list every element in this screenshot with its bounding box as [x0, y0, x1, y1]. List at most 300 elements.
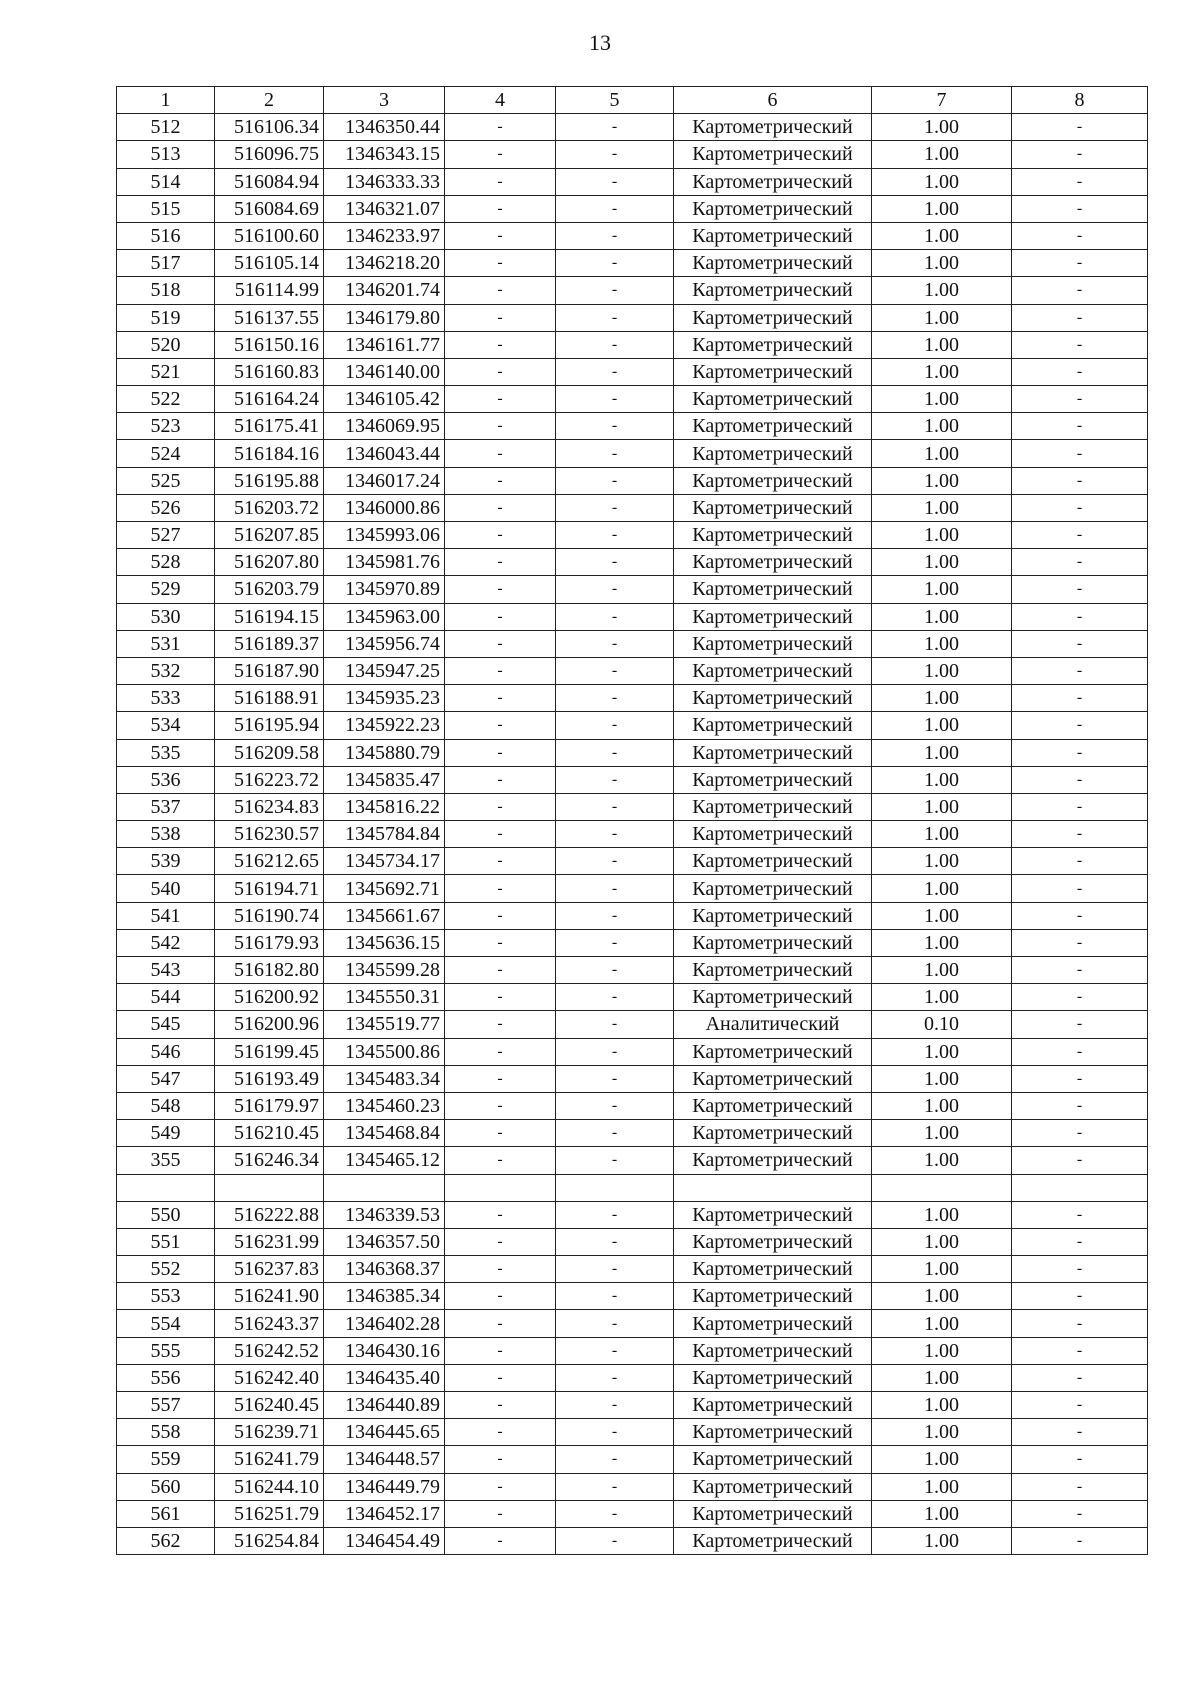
table-cell: - — [1012, 250, 1148, 277]
table-cell: 1.00 — [872, 141, 1012, 168]
table-cell: 512 — [117, 114, 215, 141]
table-cell: - — [556, 331, 674, 358]
table-cell: 1345956.74 — [324, 630, 445, 657]
table-cell: 544 — [117, 984, 215, 1011]
table-cell: 516114.99 — [215, 277, 324, 304]
table-cell: - — [556, 1527, 674, 1554]
table-cell: Картометрический — [674, 902, 872, 929]
table-cell: - — [445, 1201, 556, 1228]
table-cell: - — [445, 549, 556, 576]
table-cell: Картометрический — [674, 739, 872, 766]
table-cell: 516207.85 — [215, 522, 324, 549]
table-cell: - — [445, 304, 556, 331]
table-cell: - — [556, 1392, 674, 1419]
table-cell: 516 — [117, 222, 215, 249]
table-cell: Картометрический — [674, 1120, 872, 1147]
table-cell: Картометрический — [674, 222, 872, 249]
table-cell: 520 — [117, 331, 215, 358]
column-header: 3 — [324, 87, 445, 114]
table-cell: 522 — [117, 386, 215, 413]
table-cell: - — [445, 522, 556, 549]
table-cell: - — [1012, 1364, 1148, 1391]
table-cell: Картометрический — [674, 1065, 872, 1092]
table-cell: - — [1012, 1256, 1148, 1283]
table-row — [117, 195, 1148, 222]
table-cell: Картометрический — [674, 358, 872, 385]
column-header: 2 — [215, 87, 324, 114]
table-row — [117, 603, 1148, 630]
table-cell: 1346402.28 — [324, 1310, 445, 1337]
table-cell: 559 — [117, 1446, 215, 1473]
table-cell: Картометрический — [674, 304, 872, 331]
table-cell: - — [445, 1500, 556, 1527]
table-cell: 1.00 — [872, 712, 1012, 739]
table-row — [117, 222, 1148, 249]
table-cell: 516184.16 — [215, 440, 324, 467]
table-cell: 1346350.44 — [324, 114, 445, 141]
table-cell: 1346105.42 — [324, 386, 445, 413]
table-cell: 1345993.06 — [324, 522, 445, 549]
table-cell — [872, 1174, 1012, 1201]
table-row — [117, 1473, 1148, 1500]
table-row — [117, 793, 1148, 820]
table-cell: 545 — [117, 1011, 215, 1038]
table-cell: - — [445, 603, 556, 630]
table-cell: 516137.55 — [215, 304, 324, 331]
table-cell: - — [556, 984, 674, 1011]
table-cell: - — [1012, 549, 1148, 576]
table-row — [117, 902, 1148, 929]
table-cell: 1.00 — [872, 250, 1012, 277]
table-cell: 516239.71 — [215, 1419, 324, 1446]
table-cell: - — [556, 549, 674, 576]
table-cell: 0.10 — [872, 1011, 1012, 1038]
table-cell: Картометрический — [674, 685, 872, 712]
table-cell: Картометрический — [674, 1473, 872, 1500]
table-cell: 1346385.34 — [324, 1283, 445, 1310]
table-cell — [215, 1174, 324, 1201]
table-cell: 1.00 — [872, 1092, 1012, 1119]
table-cell: Картометрический — [674, 957, 872, 984]
table-cell: 524 — [117, 440, 215, 467]
table-cell: 535 — [117, 739, 215, 766]
table-cell: 1346454.49 — [324, 1527, 445, 1554]
table-cell: 516209.58 — [215, 739, 324, 766]
table-cell: - — [445, 875, 556, 902]
table-cell: - — [445, 1310, 556, 1337]
table-cell: - — [445, 1337, 556, 1364]
table-cell: - — [556, 141, 674, 168]
column-header: 5 — [556, 87, 674, 114]
table-cell: - — [1012, 277, 1148, 304]
table-cell: - — [556, 168, 674, 195]
table-cell: Картометрический — [674, 386, 872, 413]
table-cell: 516105.14 — [215, 250, 324, 277]
table-cell: Картометрический — [674, 440, 872, 467]
table-cell: 536 — [117, 766, 215, 793]
table-cell: 555 — [117, 1337, 215, 1364]
table-cell: - — [556, 793, 674, 820]
table-cell: 1.00 — [872, 304, 1012, 331]
table-cell: - — [1012, 1419, 1148, 1446]
table-cell: 516210.45 — [215, 1120, 324, 1147]
table-cell: - — [445, 141, 556, 168]
table-cell: 537 — [117, 793, 215, 820]
table-cell: 513 — [117, 141, 215, 168]
table-cell: - — [556, 1446, 674, 1473]
table-row — [117, 358, 1148, 385]
table-cell: - — [556, 657, 674, 684]
table-cell: Картометрический — [674, 630, 872, 657]
table-cell: 1345465.12 — [324, 1147, 445, 1174]
table-cell: Картометрический — [674, 1419, 872, 1446]
table-cell: 528 — [117, 549, 215, 576]
table-cell: 1346161.77 — [324, 331, 445, 358]
table-cell: 1345599.28 — [324, 957, 445, 984]
table-cell: 1.00 — [872, 685, 1012, 712]
table-cell: 516190.74 — [215, 902, 324, 929]
table-cell: - — [1012, 766, 1148, 793]
table-cell: 1.00 — [872, 929, 1012, 956]
table-cell: Картометрический — [674, 494, 872, 521]
table-cell: Картометрический — [674, 576, 872, 603]
table-cell: 1.00 — [872, 875, 1012, 902]
table-cell: 554 — [117, 1310, 215, 1337]
table-cell: - — [556, 1337, 674, 1364]
table-cell: 516189.37 — [215, 630, 324, 657]
table-cell: - — [556, 1473, 674, 1500]
coordinates-table — [116, 86, 1148, 1555]
table-cell: 1.00 — [872, 114, 1012, 141]
table-cell: 516150.16 — [215, 331, 324, 358]
column-header: 4 — [445, 87, 556, 114]
table-cell: 1346017.24 — [324, 467, 445, 494]
table-row — [117, 739, 1148, 766]
table-cell: 1.00 — [872, 1147, 1012, 1174]
table-cell: 516242.40 — [215, 1364, 324, 1391]
table-cell: 1.00 — [872, 902, 1012, 929]
table-cell: 550 — [117, 1201, 215, 1228]
table-row — [117, 1174, 1148, 1201]
table-cell: - — [445, 1011, 556, 1038]
table-cell: - — [445, 1038, 556, 1065]
table-cell: Картометрический — [674, 1364, 872, 1391]
table-cell: 521 — [117, 358, 215, 385]
table-row — [117, 1392, 1148, 1419]
table-cell: 1.00 — [872, 1473, 1012, 1500]
table-cell: - — [1012, 413, 1148, 440]
table-cell: 516241.90 — [215, 1283, 324, 1310]
table-cell: 1.00 — [872, 440, 1012, 467]
table-cell: - — [1012, 984, 1148, 1011]
table-row — [117, 821, 1148, 848]
table-cell: 1.00 — [872, 766, 1012, 793]
table-cell: 1346043.44 — [324, 440, 445, 467]
table-cell: - — [1012, 1446, 1148, 1473]
table-cell: Картометрический — [674, 1283, 872, 1310]
table-row — [117, 304, 1148, 331]
table-cell: 1345636.15 — [324, 929, 445, 956]
table-row — [117, 685, 1148, 712]
table-cell: Картометрический — [674, 766, 872, 793]
table-cell: - — [1012, 630, 1148, 657]
table-row — [117, 957, 1148, 984]
table-cell: - — [445, 576, 556, 603]
table-cell: 1.00 — [872, 1228, 1012, 1255]
table-cell: 1346333.33 — [324, 168, 445, 195]
table-cell: 516244.10 — [215, 1473, 324, 1500]
table-cell: 551 — [117, 1228, 215, 1255]
table-cell: - — [556, 576, 674, 603]
table-cell: - — [556, 1228, 674, 1255]
table-cell: - — [556, 1201, 674, 1228]
table-cell: 1.00 — [872, 576, 1012, 603]
table-cell: - — [445, 984, 556, 1011]
table-row — [117, 1038, 1148, 1065]
table-cell: - — [1012, 576, 1148, 603]
table-cell: 1.00 — [872, 1337, 1012, 1364]
table-cell: Картометрический — [674, 657, 872, 684]
table-cell: 1.00 — [872, 1500, 1012, 1527]
table-cell: - — [445, 114, 556, 141]
table-cell: 518 — [117, 277, 215, 304]
table-cell: 540 — [117, 875, 215, 902]
table-cell: 1.00 — [872, 277, 1012, 304]
table-cell: 533 — [117, 685, 215, 712]
table-row — [117, 1147, 1148, 1174]
table-row — [117, 1446, 1148, 1473]
table-cell: 562 — [117, 1527, 215, 1554]
table-cell: 516199.45 — [215, 1038, 324, 1065]
table-cell: 553 — [117, 1283, 215, 1310]
table-cell — [117, 1174, 215, 1201]
table-cell: 549 — [117, 1120, 215, 1147]
table-cell: - — [1012, 902, 1148, 929]
table-cell: - — [556, 1011, 674, 1038]
table-cell: 1.00 — [872, 467, 1012, 494]
table-cell: - — [445, 1392, 556, 1419]
table-cell: 516100.60 — [215, 222, 324, 249]
table-cell: Картометрический — [674, 929, 872, 956]
table-cell: 1345880.79 — [324, 739, 445, 766]
table-cell: - — [556, 195, 674, 222]
table-row — [117, 1337, 1148, 1364]
table-body — [117, 114, 1148, 1555]
table-cell: Картометрический — [674, 250, 872, 277]
table-cell: - — [556, 957, 674, 984]
page-number: 13 — [589, 30, 611, 55]
table-cell: Картометрический — [674, 195, 872, 222]
table-cell: 516200.96 — [215, 1011, 324, 1038]
table-cell: 516164.24 — [215, 386, 324, 413]
table-cell: 1345784.84 — [324, 821, 445, 848]
table-row — [117, 114, 1148, 141]
table-cell: 1346343.15 — [324, 141, 445, 168]
table-cell: 541 — [117, 902, 215, 929]
table-cell: Картометрический — [674, 1228, 872, 1255]
table-cell: - — [1012, 1038, 1148, 1065]
table-cell: 1346233.97 — [324, 222, 445, 249]
table-cell: - — [556, 1364, 674, 1391]
table-cell: - — [556, 386, 674, 413]
table-cell: 516084.94 — [215, 168, 324, 195]
table-cell: - — [556, 1419, 674, 1446]
table-cell: - — [1012, 603, 1148, 630]
table-cell: 516195.94 — [215, 712, 324, 739]
table-cell: 1.00 — [872, 1120, 1012, 1147]
table-cell: 1.00 — [872, 168, 1012, 195]
table-cell: - — [1012, 440, 1148, 467]
table-cell: 1346452.17 — [324, 1500, 445, 1527]
table-cell: - — [445, 467, 556, 494]
table-cell: 516194.71 — [215, 875, 324, 902]
table-cell: 1345981.76 — [324, 549, 445, 576]
table-row — [117, 984, 1148, 1011]
table-row — [117, 331, 1148, 358]
table-cell: 552 — [117, 1256, 215, 1283]
table-cell: Картометрический — [674, 277, 872, 304]
table-cell: Картометрический — [674, 1092, 872, 1119]
table-cell: - — [445, 712, 556, 739]
table-cell: 516188.91 — [215, 685, 324, 712]
table-cell: 1345947.25 — [324, 657, 445, 684]
table-cell: - — [1012, 195, 1148, 222]
table-cell: 1345483.34 — [324, 1065, 445, 1092]
table-cell: 526 — [117, 494, 215, 521]
table-cell: - — [1012, 875, 1148, 902]
table-cell: - — [556, 739, 674, 766]
table-cell: 516203.79 — [215, 576, 324, 603]
table-cell: 539 — [117, 848, 215, 875]
table-row — [117, 1310, 1148, 1337]
table-cell: - — [445, 1364, 556, 1391]
table-cell: - — [556, 1092, 674, 1119]
table-cell: Картометрический — [674, 1527, 872, 1554]
table-cell: - — [556, 1065, 674, 1092]
table-cell: 1345734.17 — [324, 848, 445, 875]
table-cell: - — [1012, 1065, 1148, 1092]
table-cell: 1.00 — [872, 549, 1012, 576]
table-cell: 516246.34 — [215, 1147, 324, 1174]
table-cell: - — [445, 902, 556, 929]
table-cell: - — [445, 386, 556, 413]
table-cell: 542 — [117, 929, 215, 956]
table-cell: 1346430.16 — [324, 1337, 445, 1364]
table-cell: - — [445, 1283, 556, 1310]
table-cell: 1.00 — [872, 957, 1012, 984]
table-cell: - — [556, 1147, 674, 1174]
table-cell: - — [445, 331, 556, 358]
table-cell: 1.00 — [872, 793, 1012, 820]
table-cell: - — [556, 848, 674, 875]
table-cell: - — [445, 848, 556, 875]
table-cell: 1.00 — [872, 1419, 1012, 1446]
table-cell: - — [1012, 657, 1148, 684]
table-cell: - — [556, 685, 674, 712]
table-cell: 1346448.57 — [324, 1446, 445, 1473]
table-cell: Картометрический — [674, 1500, 872, 1527]
table-row — [117, 386, 1148, 413]
table-cell: 1346449.79 — [324, 1473, 445, 1500]
table-cell: - — [556, 114, 674, 141]
table-cell: - — [445, 929, 556, 956]
table-cell: 516212.65 — [215, 848, 324, 875]
table-cell: Картометрический — [674, 549, 872, 576]
table-cell: 534 — [117, 712, 215, 739]
table-cell: - — [1012, 467, 1148, 494]
table-cell: - — [1012, 821, 1148, 848]
table-cell: 516241.79 — [215, 1446, 324, 1473]
table-cell: 1345661.67 — [324, 902, 445, 929]
table-cell: - — [556, 821, 674, 848]
table-cell: 1345550.31 — [324, 984, 445, 1011]
table-cell: 1.00 — [872, 1065, 1012, 1092]
table-cell: 516106.34 — [215, 114, 324, 141]
table-cell: 1.00 — [872, 1310, 1012, 1337]
table-cell: 1.00 — [872, 522, 1012, 549]
table-row — [117, 1201, 1148, 1228]
table-cell: - — [556, 440, 674, 467]
table-cell: - — [1012, 1500, 1148, 1527]
table-cell: Картометрический — [674, 603, 872, 630]
table-cell: - — [445, 1228, 556, 1255]
table-cell: 1.00 — [872, 494, 1012, 521]
table-row — [117, 1120, 1148, 1147]
table-cell: Картометрический — [674, 984, 872, 1011]
table-cell: 516175.41 — [215, 413, 324, 440]
table-cell: - — [556, 902, 674, 929]
table-cell: 1345500.86 — [324, 1038, 445, 1065]
table-row — [117, 576, 1148, 603]
table-row — [117, 630, 1148, 657]
table-cell: 516223.72 — [215, 766, 324, 793]
table-cell: 516251.79 — [215, 1500, 324, 1527]
table-cell: 1.00 — [872, 331, 1012, 358]
column-header: 1 — [117, 87, 215, 114]
table-row — [117, 712, 1148, 739]
table-cell: 1.00 — [872, 413, 1012, 440]
table-cell: 531 — [117, 630, 215, 657]
table-cell — [556, 1174, 674, 1201]
table-cell: 548 — [117, 1092, 215, 1119]
table-row — [117, 657, 1148, 684]
table-cell: 529 — [117, 576, 215, 603]
table-cell: 523 — [117, 413, 215, 440]
table-cell: - — [1012, 685, 1148, 712]
table-cell: - — [1012, 929, 1148, 956]
table-cell: - — [445, 440, 556, 467]
table-cell: - — [445, 739, 556, 766]
table-cell: - — [556, 277, 674, 304]
table-cell: - — [556, 875, 674, 902]
table-row — [117, 467, 1148, 494]
table-cell: Картометрический — [674, 522, 872, 549]
table-cell: 516222.88 — [215, 1201, 324, 1228]
table-cell: 516234.83 — [215, 793, 324, 820]
table-cell: - — [1012, 141, 1148, 168]
table-cell: 1346368.37 — [324, 1256, 445, 1283]
table-cell — [674, 1174, 872, 1201]
table-cell: - — [1012, 848, 1148, 875]
table-cell: 1346201.74 — [324, 277, 445, 304]
table-cell: - — [445, 1473, 556, 1500]
column-header: 8 — [1012, 87, 1148, 114]
table-cell: - — [556, 929, 674, 956]
table-cell: - — [1012, 1092, 1148, 1119]
table-cell: 516200.92 — [215, 984, 324, 1011]
table-cell: 516160.83 — [215, 358, 324, 385]
table-cell: - — [1012, 331, 1148, 358]
